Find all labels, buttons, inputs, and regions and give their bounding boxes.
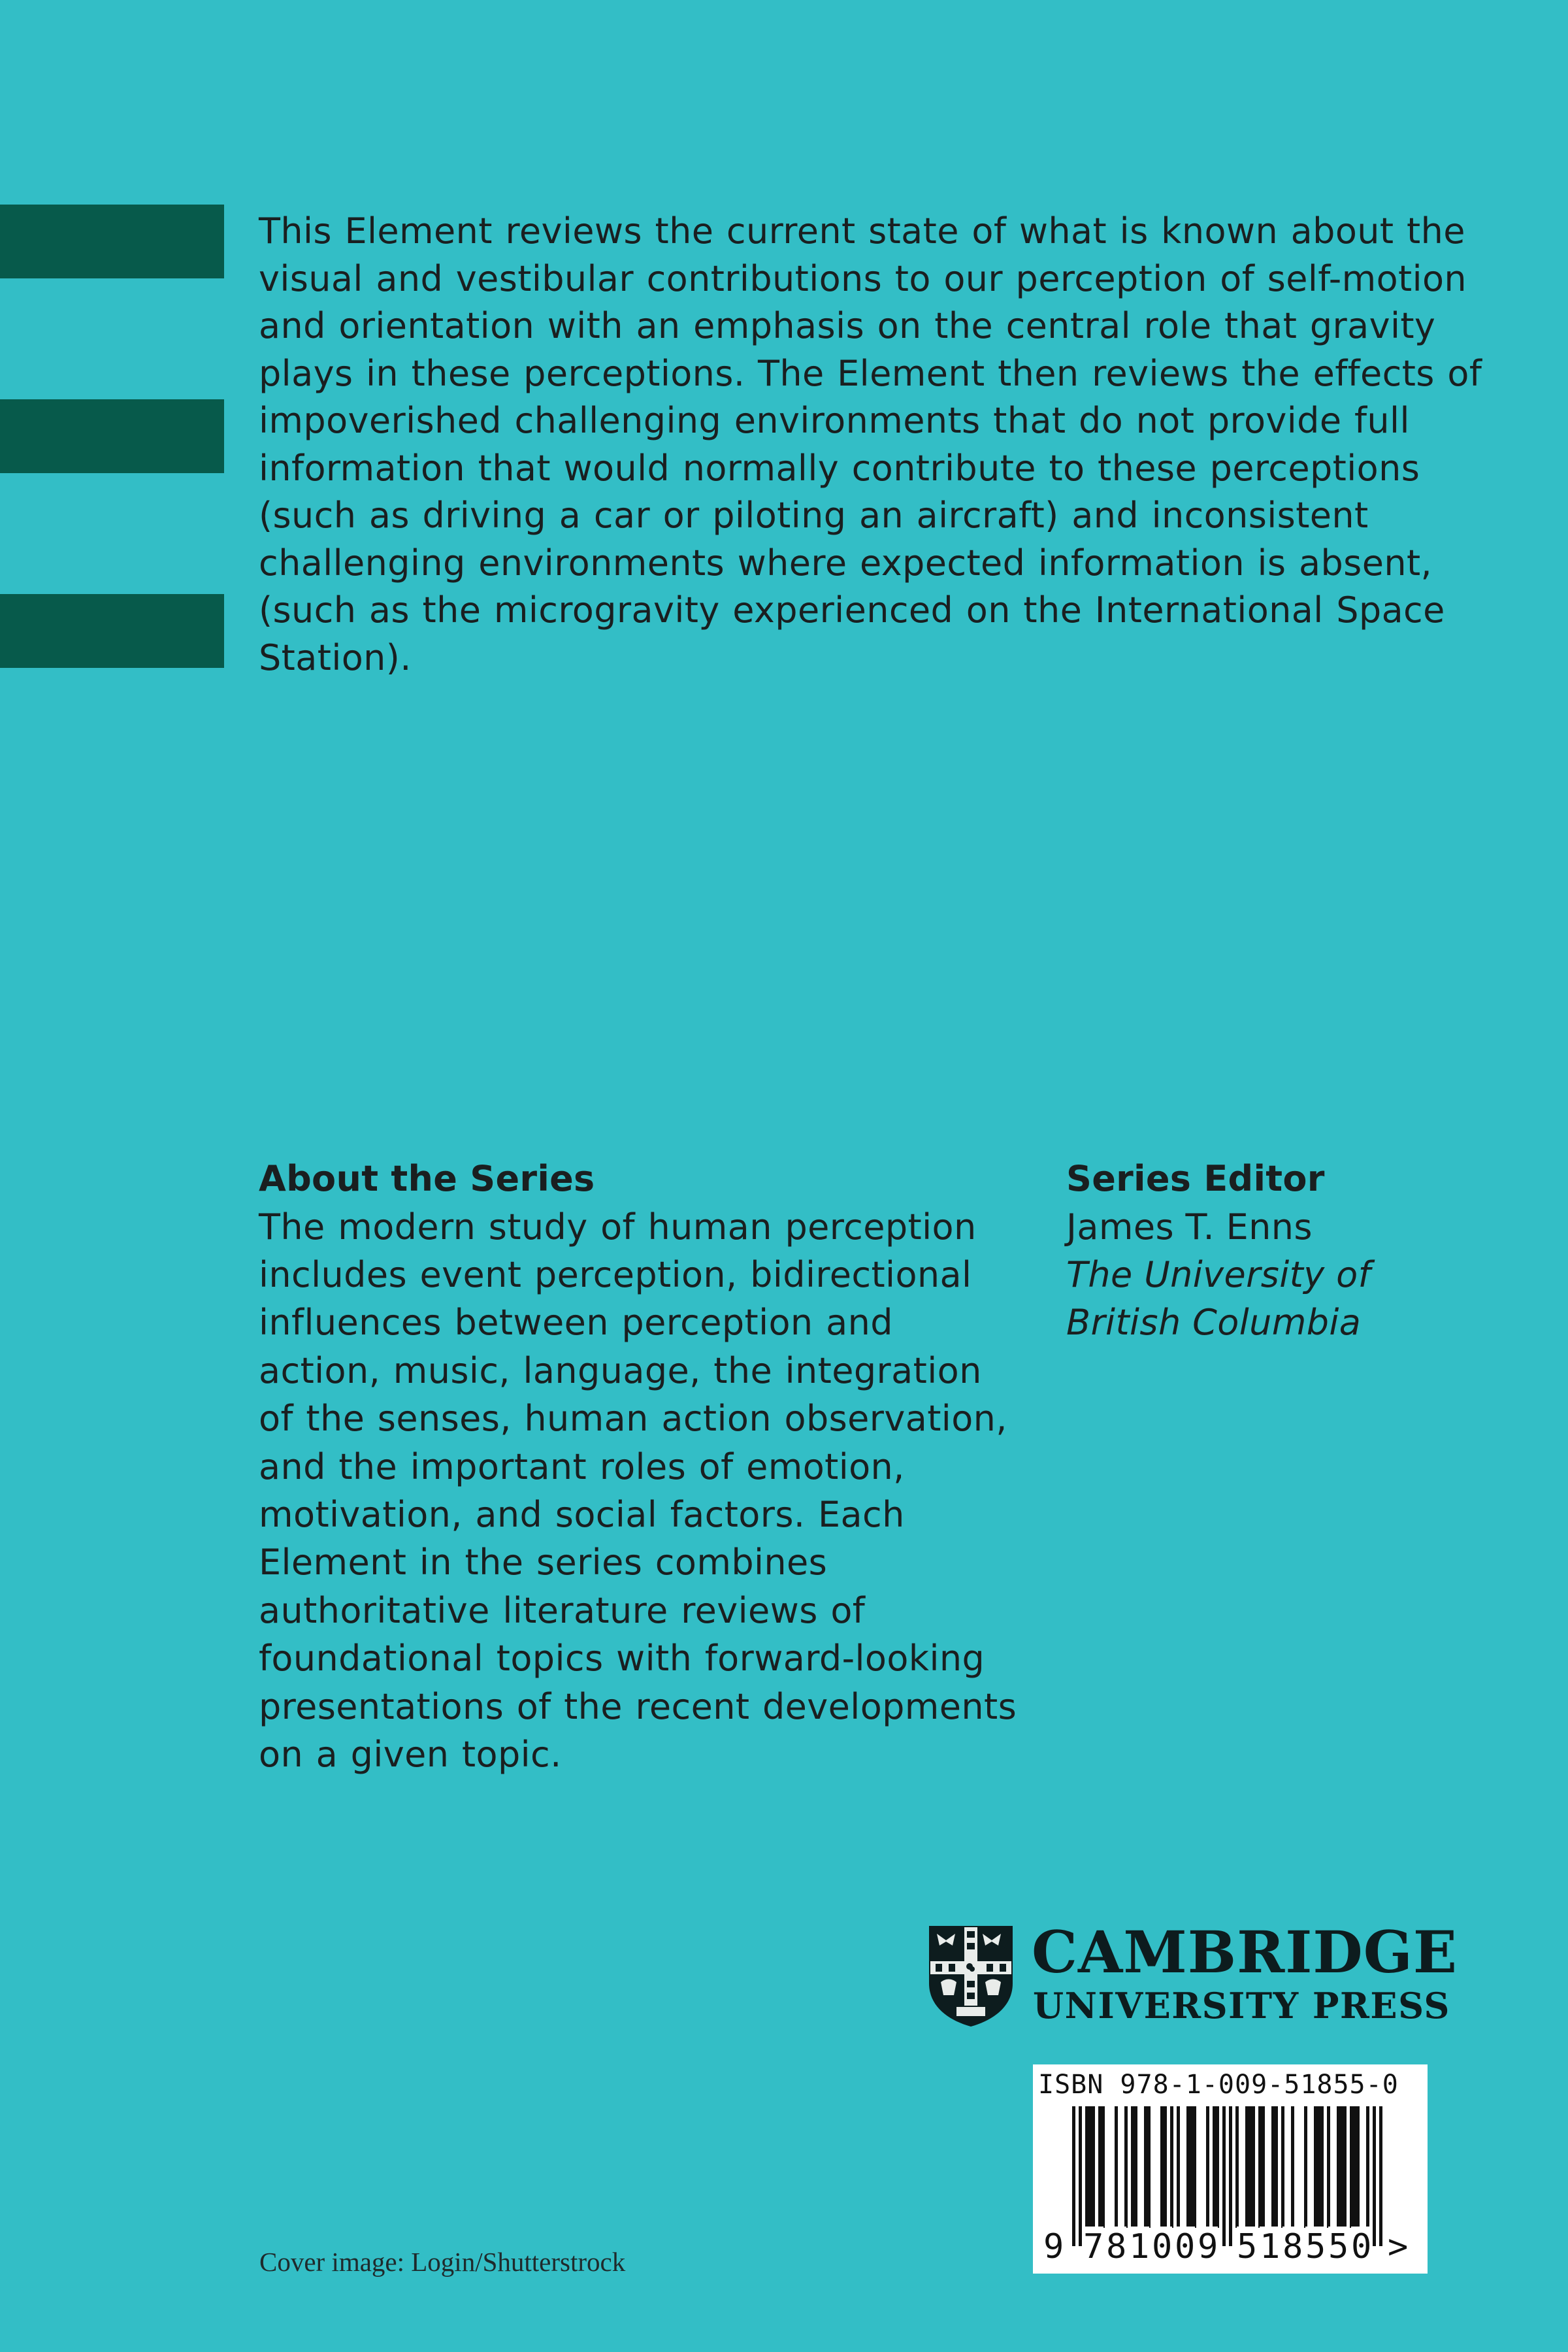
barcode-bar bbox=[1190, 2106, 1193, 2228]
barcode-digit: 1 bbox=[1260, 2227, 1281, 2266]
publisher-name: CAMBRIDGE bbox=[1032, 1918, 1458, 1986]
barcode-bar bbox=[1249, 2106, 1252, 2228]
barcode-bar bbox=[1160, 2106, 1164, 2228]
barcode-bar bbox=[1222, 2106, 1226, 2246]
isbn-barcode bbox=[1033, 2064, 1428, 2274]
about-series-text: The modern study of human perception includes event perception, bidirectional influences between perception and action, music, language, the integration of the senses, human action observation, and the important roles of emotion, motivation, and social factors. Each Element in the series combines authoritative literature reviews of foundational topics with forward-looking presentations of the recent developments on a given topic. bbox=[259, 1206, 1017, 1775]
barcode-bar bbox=[1379, 2106, 1382, 2246]
barcode-bar bbox=[1350, 2106, 1353, 2228]
about-series-section bbox=[259, 1155, 1023, 1778]
barcode-digits bbox=[1033, 2227, 1428, 2267]
barcode-digit: 0 bbox=[1351, 2227, 1372, 2266]
series-editor-affiliation-line-2: British Columbia bbox=[1066, 1302, 1362, 1344]
cover-image-credit: Cover image: Login/Shutterstrock bbox=[259, 2247, 626, 2277]
barcode-bar bbox=[1340, 2106, 1343, 2228]
barcode-digit: 5 bbox=[1237, 2227, 1258, 2266]
barcode-bar bbox=[1373, 2106, 1376, 2246]
barcode-bar bbox=[1124, 2106, 1128, 2228]
barcode-bar bbox=[1164, 2106, 1167, 2228]
barcode-bar bbox=[1262, 2106, 1265, 2228]
publisher-logo bbox=[926, 1918, 1458, 2028]
barcode-digit: 7 bbox=[1083, 2227, 1104, 2266]
barcode-bar bbox=[1366, 2106, 1369, 2228]
barcode-bar bbox=[1072, 2106, 1075, 2246]
barcode-digit: 9 bbox=[1043, 2227, 1064, 2266]
barcode-bar bbox=[1206, 2106, 1209, 2228]
barcode-bar bbox=[1271, 2106, 1275, 2228]
barcode-bar bbox=[1320, 2106, 1324, 2228]
barcode-bar bbox=[1170, 2106, 1173, 2228]
barcode-bar bbox=[1281, 2106, 1284, 2228]
barcode-digit: 5 bbox=[1305, 2227, 1326, 2266]
cambridge-shield-icon bbox=[926, 1923, 1015, 2028]
about-series-heading: About the Series bbox=[259, 1158, 595, 1199]
barcode-bar bbox=[1134, 2106, 1137, 2228]
barcode-bar bbox=[1144, 2106, 1147, 2228]
barcode-bar bbox=[1098, 2106, 1102, 2228]
barcode-bar bbox=[1131, 2106, 1134, 2228]
series-editor-name: James T. Enns bbox=[1066, 1206, 1313, 1248]
decorative-bar-bottom bbox=[0, 594, 224, 668]
barcode-bar bbox=[1102, 2106, 1105, 2228]
barcode-digit: 8 bbox=[1106, 2227, 1127, 2266]
barcode-digit: 0 bbox=[1152, 2227, 1173, 2266]
barcode-bar bbox=[1245, 2106, 1249, 2228]
barcode-bar bbox=[1213, 2106, 1216, 2228]
barcode-bar bbox=[1258, 2106, 1262, 2228]
barcode-digit: 1 bbox=[1129, 2227, 1150, 2266]
barcode-bar bbox=[1115, 2106, 1118, 2228]
barcode-bar bbox=[1275, 2106, 1278, 2228]
barcode-arrow: > bbox=[1388, 2227, 1409, 2266]
barcode-bar bbox=[1353, 2106, 1356, 2228]
barcode-bar bbox=[1327, 2106, 1330, 2228]
barcode-bar bbox=[1304, 2106, 1307, 2228]
barcode-digit: 5 bbox=[1328, 2227, 1349, 2266]
barcode-bar bbox=[1235, 2106, 1239, 2228]
barcode-bar bbox=[1252, 2106, 1255, 2228]
barcode-bar bbox=[1356, 2106, 1360, 2228]
barcode-bar bbox=[1147, 2106, 1151, 2228]
publisher-subtitle: UNIVERSITY PRESS bbox=[1033, 1985, 1450, 2027]
decorative-bar-middle bbox=[0, 399, 224, 473]
barcode-bar bbox=[1085, 2106, 1088, 2228]
barcode-digit: 0 bbox=[1175, 2227, 1196, 2266]
barcode-bar bbox=[1186, 2106, 1190, 2228]
barcode-bar bbox=[1088, 2106, 1092, 2228]
barcode-bar bbox=[1216, 2106, 1219, 2228]
isbn-label: ISBN 978-1-009-51855-0 bbox=[1038, 2070, 1399, 2100]
series-editor-affiliation-line-1: The University of bbox=[1066, 1253, 1371, 1295]
decorative-bar-top bbox=[0, 205, 224, 278]
series-editor-section bbox=[1066, 1155, 1471, 1347]
barcode-bars bbox=[1046, 2106, 1399, 2246]
barcode-bar bbox=[1079, 2106, 1082, 2246]
barcode-bar bbox=[1229, 2106, 1232, 2246]
series-editor-heading: Series Editor bbox=[1066, 1158, 1325, 1199]
barcode-bar bbox=[1317, 2106, 1320, 2228]
barcode-bar bbox=[1193, 2106, 1196, 2228]
book-description: This Element reviews the current state of what is known about the visual and vestibular contributions to our perception of self-motion and orientation with an emphasis on the central role that gravity plays in these perceptions. The Element then reviews the effects of impoverished challenging environments that do not provide full information that would normally contribute to these perceptions (such as driving a car or piloting an aircraft) and inconsistent challenging environments where expected information is absent, (such as the microgravity experienced on the International Space Station). bbox=[259, 210, 1482, 678]
barcode-bar bbox=[1092, 2106, 1095, 2228]
barcode-digit: 9 bbox=[1198, 2227, 1218, 2266]
barcode-digit: 8 bbox=[1282, 2227, 1303, 2266]
barcode-bar bbox=[1337, 2106, 1340, 2228]
barcode-bar bbox=[1314, 2106, 1317, 2228]
barcode-bar bbox=[1177, 2106, 1180, 2228]
barcode-bar bbox=[1343, 2106, 1347, 2228]
barcode-bar bbox=[1291, 2106, 1294, 2228]
